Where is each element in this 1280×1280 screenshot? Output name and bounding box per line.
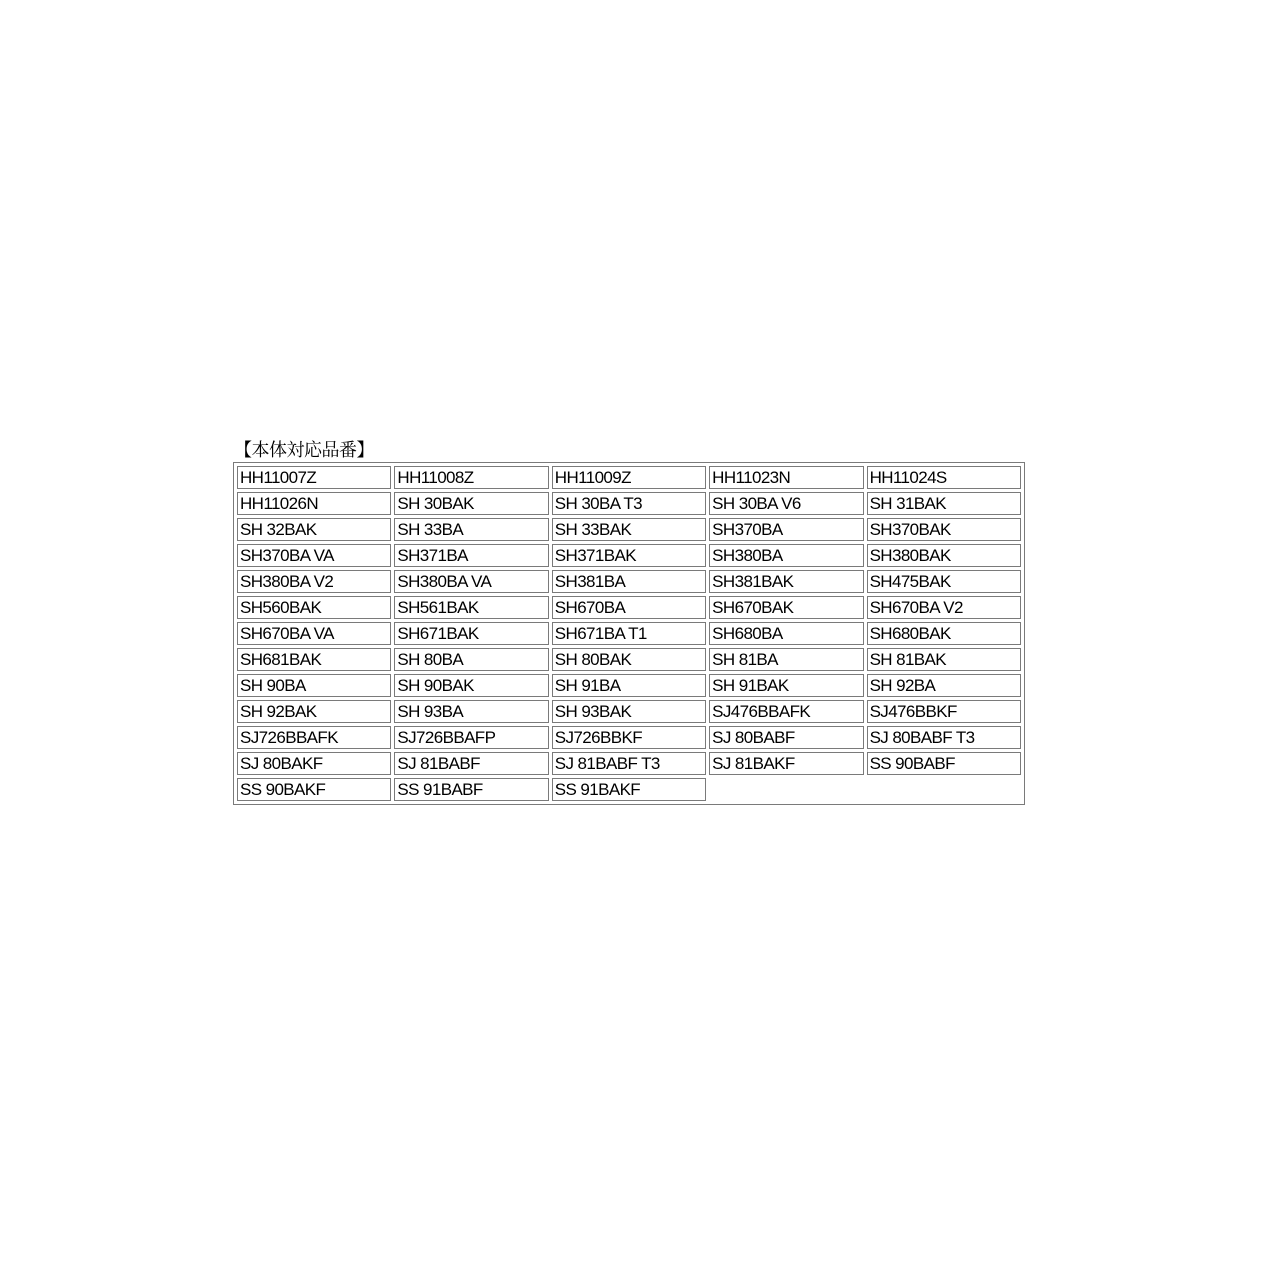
table-row	[237, 518, 1021, 541]
model-number-cell: HH11026N	[237, 492, 391, 515]
model-number-cell: SH 91BAK	[709, 674, 863, 697]
model-number-cell: SH 80BA	[394, 648, 548, 671]
model-number-cell: SJ 80BAKF	[237, 752, 391, 775]
model-number-cell: SH 30BAK	[394, 492, 548, 515]
model-number-cell: SH 93BA	[394, 700, 548, 723]
model-number-cell: SH 33BAK	[552, 518, 706, 541]
model-number-cell: SH 31BAK	[867, 492, 1021, 515]
table-row	[237, 726, 1021, 749]
model-number-cell: SJ476BBKF	[867, 700, 1021, 723]
table-row	[237, 596, 1021, 619]
model-number-cell: SH 80BAK	[552, 648, 706, 671]
model-number-cell: SH680BAK	[867, 622, 1021, 645]
model-number-cell: SH 91BA	[552, 674, 706, 697]
model-number-cell: SH 92BAK	[237, 700, 391, 723]
empty-cell	[867, 778, 1021, 801]
table-row	[237, 466, 1021, 489]
compatible-models-caption: 【本体対応品番】	[234, 440, 374, 461]
model-number-cell: HH11009Z	[552, 466, 706, 489]
model-number-cell: SJ476BBAFK	[709, 700, 863, 723]
model-number-cell: SH560BAK	[237, 596, 391, 619]
model-number-cell: SJ 81BAKF	[709, 752, 863, 775]
model-number-cell: HH11024S	[867, 466, 1021, 489]
model-number-cell: SH380BAK	[867, 544, 1021, 567]
model-number-cell: SH380BA	[709, 544, 863, 567]
model-number-cell: SJ726BBAFP	[394, 726, 548, 749]
model-number-cell: SH670BA V2	[867, 596, 1021, 619]
model-number-cell: SH 33BA	[394, 518, 548, 541]
model-number-cell: SJ726BBAFK	[237, 726, 391, 749]
model-number-cell: SH371BA	[394, 544, 548, 567]
compatible-models-block	[233, 440, 1025, 805]
table-row	[237, 570, 1021, 593]
model-number-cell: SH 92BA	[867, 674, 1021, 697]
model-number-cell: SH 93BAK	[552, 700, 706, 723]
model-number-cell: SH671BAK	[394, 622, 548, 645]
table-row	[237, 700, 1021, 723]
model-number-cell: SH370BA	[709, 518, 863, 541]
model-number-cell: SH 81BA	[709, 648, 863, 671]
model-number-cell: SH680BA	[709, 622, 863, 645]
compatible-models-table-body	[237, 466, 1021, 801]
model-number-cell: SH381BAK	[709, 570, 863, 593]
model-number-cell: SH380BA V2	[237, 570, 391, 593]
model-number-cell: SH381BA	[552, 570, 706, 593]
model-number-cell: SH 32BAK	[237, 518, 391, 541]
table-row	[237, 674, 1021, 697]
model-number-cell: SH 30BA T3	[552, 492, 706, 515]
model-number-cell: SS 90BABF	[867, 752, 1021, 775]
table-row	[237, 648, 1021, 671]
model-number-cell: SH371BAK	[552, 544, 706, 567]
model-number-cell: SH 90BA	[237, 674, 391, 697]
model-number-cell: SS 90BAKF	[237, 778, 391, 801]
table-row	[237, 622, 1021, 645]
empty-cell	[709, 778, 863, 801]
table-row	[237, 778, 1021, 801]
model-number-cell: SH370BA VA	[237, 544, 391, 567]
table-row	[237, 544, 1021, 567]
model-number-cell: SJ726BBKF	[552, 726, 706, 749]
model-number-cell: SJ 81BABF T3	[552, 752, 706, 775]
model-number-cell: SH 30BA V6	[709, 492, 863, 515]
model-number-cell: SH 90BAK	[394, 674, 548, 697]
table-row	[237, 752, 1021, 775]
model-number-cell: HH11008Z	[394, 466, 548, 489]
model-number-cell: SH670BA VA	[237, 622, 391, 645]
model-number-cell: SJ 80BABF T3	[867, 726, 1021, 749]
model-number-cell: SH 81BAK	[867, 648, 1021, 671]
model-number-cell: SH370BAK	[867, 518, 1021, 541]
model-number-cell: SS 91BABF	[394, 778, 548, 801]
model-number-cell: SS 91BAKF	[552, 778, 706, 801]
model-number-cell: SH561BAK	[394, 596, 548, 619]
table-row	[237, 492, 1021, 515]
model-number-cell: HH11023N	[709, 466, 863, 489]
model-number-cell: SH671BA T1	[552, 622, 706, 645]
model-number-cell: HH11007Z	[237, 466, 391, 489]
model-number-cell: SJ 81BABF	[394, 752, 548, 775]
model-number-cell: SH681BAK	[237, 648, 391, 671]
model-number-cell: SH380BA VA	[394, 570, 548, 593]
model-number-cell: SH670BA	[552, 596, 706, 619]
model-number-cell: SJ 80BABF	[709, 726, 863, 749]
compatible-models-table	[233, 462, 1025, 805]
model-number-cell: SH670BAK	[709, 596, 863, 619]
model-number-cell: SH475BAK	[867, 570, 1021, 593]
